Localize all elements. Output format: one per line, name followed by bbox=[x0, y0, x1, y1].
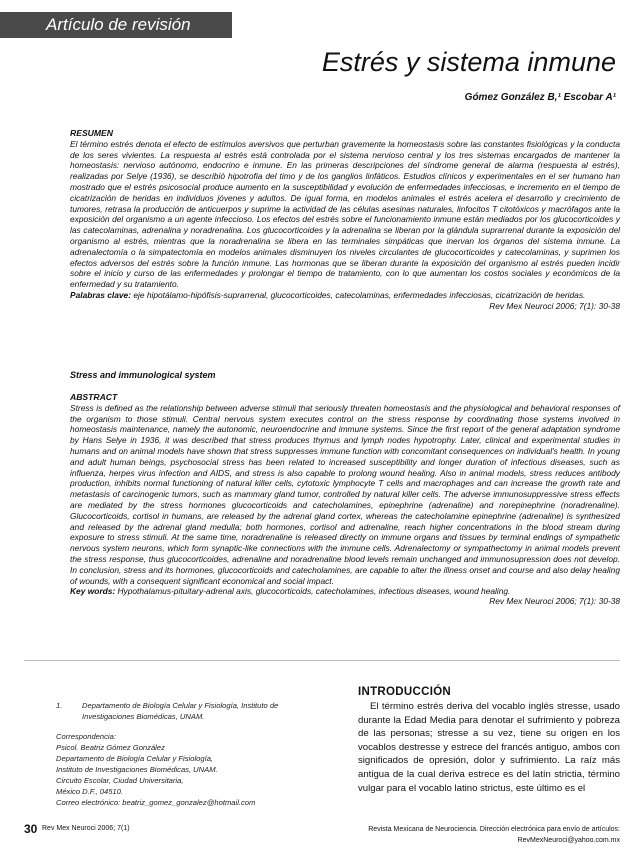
correspondence-line: Psicol. Beatriz Gómez González bbox=[56, 743, 165, 752]
affiliation bbox=[56, 700, 336, 711]
correspondence-email: Correo electrónico: beatriz_gomez_gonzalez@hotmail.com bbox=[56, 798, 256, 807]
resumen-body: El término estrés denota el efecto de estímulos aversivos que perturban gravemente la homeostasis sobre las constantes fisiológicas y la conducta de los seres vivientes. La respuesta al estrés está controlada por el sistema nervioso central y los tres sistemas encargados de mantener la homeostasis: nervioso autónomo, endocrino e inmune. En las primeras descripciones del síndrome general de alarma (respuesta al estrés), realizadas por Selye (1936), se describió hipotrofia del timo y de los ganglios linfáticos. Estudios clínicos y experimentales en el ser humano han mostrado que el estrés psicosocial produce aumento en la susceptibilidad y evolución de enfermedades infecciosas, e incremento en el tiempo de cicatrización de heridas en individuos jóvenes y adultos. De igual forma, en modelos animales el estrés acelera el desarrollo y crecimiento de tumores, retrasa la producción de anticuerpos y suprime la actividad de las células asesinas naturales, linfocitos T citotóxicos y macrófagos ante la exposición del organismo a un agente infeccioso. Los efectos del estrés sobre el funcionamiento inmune están mediados por los glucocorticoides y las catecolaminas, adrenalina y noradrenalina. Los glucocorticoides y la adrenalina se liberan por la glándula suprarrenal durante la exposición del organismo al estrés, mientras que la noradrenalina se libera en las terminales simpáticas que inervan los órganos del sistema inmune. La adrenalectomía o la simpatectomía en modelos animales disminuyen los niveles circulantes de glucocorticoides y catecolaminas, y suprimen los efectos adversos del estrés sobre la función inmune. Las hormonas que se liberan durante la exposición del organismo al estrés pueden incidir sobre el inicio y curso de las enfermedades y prolongar el tiempo de tratamiento, con lo que aumentan los costos sociales y económicos de la enfermedad y su tratamiento. bbox=[70, 138, 620, 290]
resumen-citation: Rev Mex Neuroci 2006; 7(1): 30-38 bbox=[489, 300, 620, 311]
correspondence-line: Circuito Escolar, Ciudad Universitaria, bbox=[56, 776, 184, 785]
affiliation-line: Investigaciones Biomédicas, UNAM. bbox=[82, 712, 205, 721]
affiliation-line: Departamento de Biología Celular y Fisiología, Instituto de bbox=[82, 701, 279, 710]
correspondence-line: México D.F., 04510. bbox=[56, 787, 123, 796]
authors: Gómez González B,¹ Escobar A¹ bbox=[464, 92, 616, 103]
introduccion-heading: INTRODUCCIÓN bbox=[358, 686, 452, 698]
affiliation-number: 1. bbox=[56, 701, 63, 710]
journal-email: RevMexNeuroci@yahoo.com.mx bbox=[517, 837, 620, 844]
abstract-heading: ABSTRACT bbox=[70, 392, 118, 402]
correspondence-line: Instituto de Investigaciones Biomédicas, UNAM. bbox=[56, 765, 218, 774]
keywords-label: Palabras clave: bbox=[70, 289, 131, 300]
page-number: 30 bbox=[24, 822, 38, 836]
journal-short: Rev Mex Neuroci 2006; 7(1) bbox=[42, 825, 130, 832]
correspondence-label: Correspondencia: bbox=[56, 732, 116, 741]
correspondence-line: Departamento de Biología Celular y Fisiología, bbox=[56, 754, 214, 763]
abstract-citation: Rev Mex Neuroci 2006; 7(1): 30-38 bbox=[489, 596, 620, 607]
abstract-section bbox=[70, 392, 620, 607]
keywords-text-en: Hypothalamus-pituitary-adrenal axis, glucocorticoids, catecholamines, infectious diseases, wound healing. bbox=[115, 586, 511, 597]
journal-contact bbox=[368, 824, 620, 846]
section-label: Artículo de revisión bbox=[46, 15, 191, 34]
resumen-section bbox=[70, 128, 620, 312]
footnotes bbox=[56, 700, 336, 808]
abstract-body: Stress is defined as the relationship between adverse stimuli that seriously threaten homeostasis and the physiological and behavioral responses of the organism to those stimuli. Central nervous system executes control on the stress response by coordinating those systems involved in homeostasis maintenance, namely the autonomic, neuroendocrine and immune systems. Since the first report of the general adaptation syndrome by Hans Selye in 1936, it was described that stress produces thymus and lymph nodes hypotrophy. Later, clinical and experimental studies in humans and on animal models have shown that stress suppresses immune function with concomitant consequences on individual's health. In young and adult human beings, psychosocial stress has been related to increased susceptibility and longer duration of infectious diseases, such as influenza, herpes virus infection and AIDS, and stress is also capable to prolong wound healing. Also in animal models, stress reduces antibody production, inhibits normal functioning of natural killer cells, cytotoxic lymphocyte T cells and macrophages and can increase the growth rate and metastasis of carcinogenic tumors, such as mammary gland tumor, controlled by natural killer cells. The adverse immunosuppressive stress effects are mediated by the stress hormones glucocorticoids and catecholamines, epinephrine (adrenaline) and norepinephrine (noradrenaline). Glucocorticoids, cortisol in humans, are released by the adrenal gland cortex, whereas the catecholamine epinephrine (adrenaline) is synthesized and released by the adrenal gland medulla; both hormones, cortisol and adrenaline, reach higher concentrations in the blood stream during exposure to stress stimuli. At the same time, noradrenaline is released directly on immune organs and tissues by terminal endings of sympathetic nervous system neurons, which form synaptic-like connections with the immune cells. Adrenalectomy or sympathectomy in animal models prevent the stress response, thus glucocorticoides, adrenaline and noradrenaline blood levels remain unchanged and immunosupression does not develop. In conclusion, stress and its hormones, glucocorticoids and catecholamines, are capable to alter the illness onset and course and also delay healing of wounds, with a consequent significant economical and social impact. bbox=[70, 402, 620, 586]
section-banner bbox=[0, 12, 232, 38]
introduccion-body: El término estrés deriva del vocablo inglés stresse, usado durante la Edad Media para denotar el sufrimiento y pobreza de las personas; stresse a su vez, tiene su origen en los vocablos destresse y estrece del francés antiguo, ambos con significados de opresión, dolor y sufrimiento. La raíz más antigua de la cual deriva estrece es del latín strictia, término vulgar para el vocablo latino strictus, este último es el bbox=[358, 701, 620, 794]
keywords-label-en: Key words: bbox=[70, 586, 116, 597]
article-title: Estrés y sistema inmune bbox=[321, 47, 616, 77]
journal-contact-line: Revista Mexicana de Neurociencia. Dirección electrónica para envío de artículos: bbox=[368, 826, 620, 833]
section-divider bbox=[24, 660, 620, 661]
resumen-heading: RESUMEN bbox=[70, 128, 113, 138]
keywords-text: eje hipotálamo-hipófisis-suprarrenal, glucocorticoides, catecolaminas, enfermedades infecciosas, cicatrización de heridas. bbox=[131, 289, 586, 300]
english-title: Stress and immunological system bbox=[70, 370, 216, 380]
resumen-keywords bbox=[70, 290, 620, 301]
